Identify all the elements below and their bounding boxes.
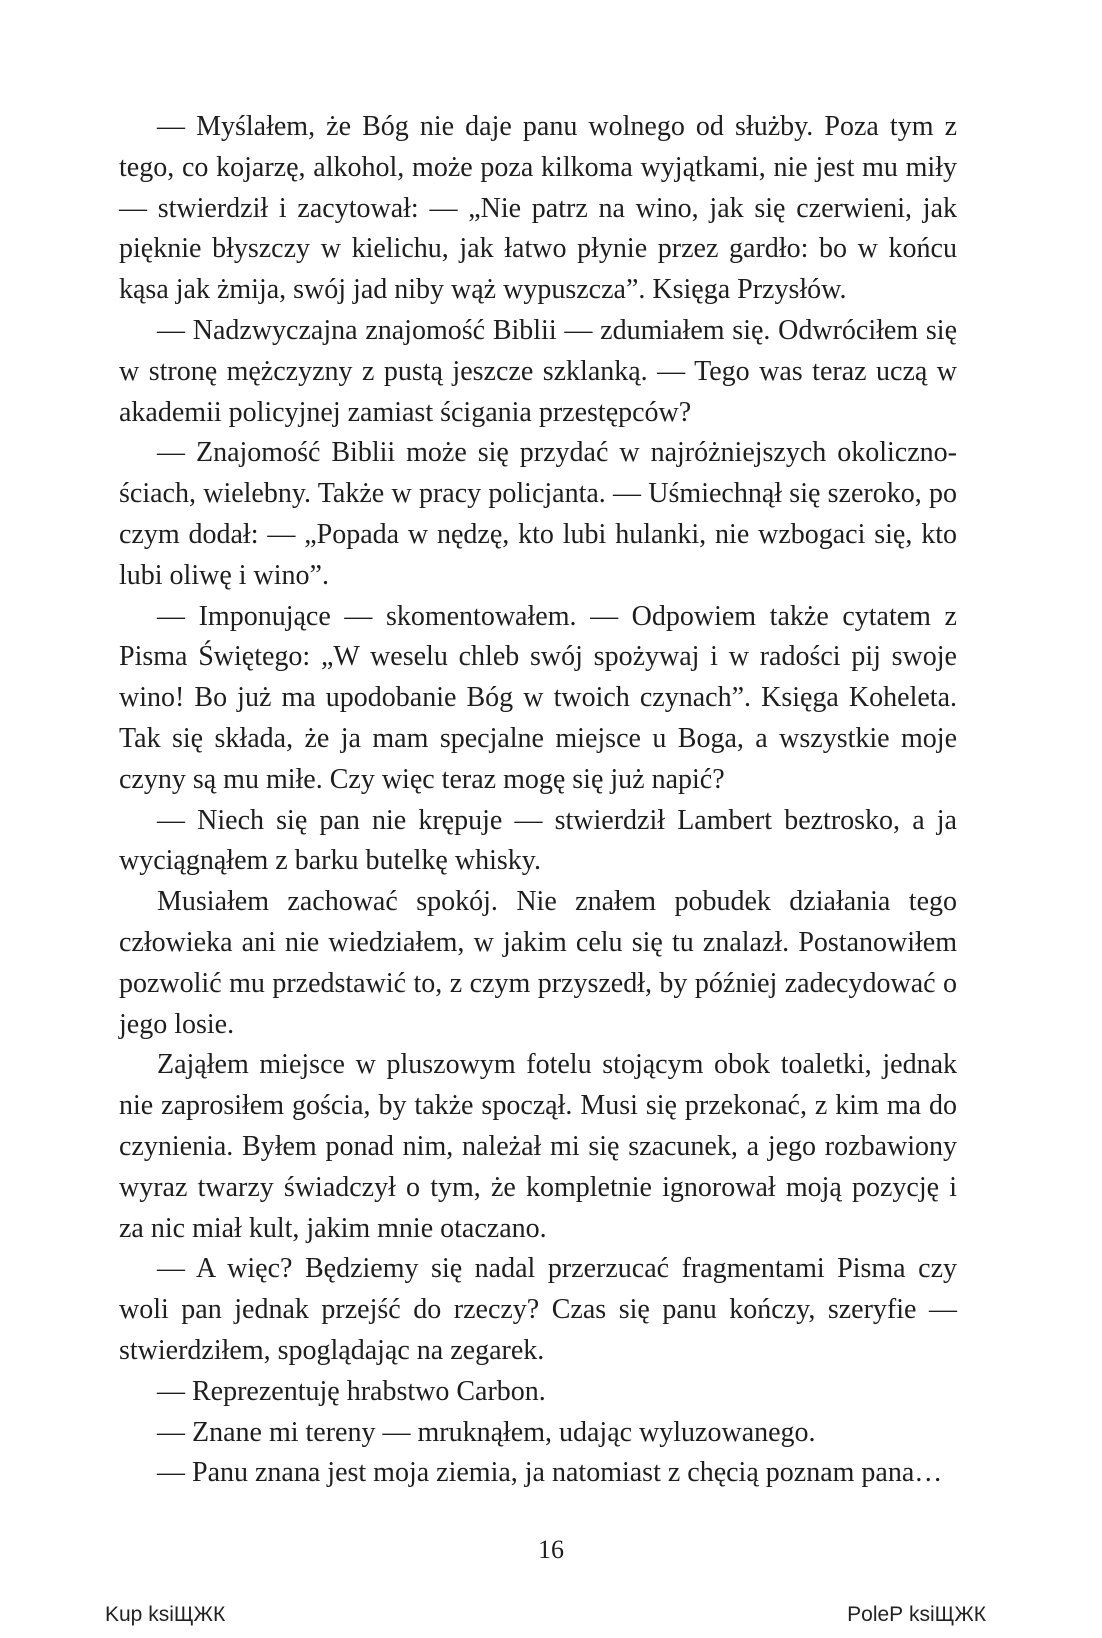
paragraph-3: — Znajomość Biblii może się przydać w najróżniejszych okolicznościach, wielebny. Także w pracy policjanta. — Uśmiechnął się szeroko, po czym dodał: — „Popada w nędzę, kto lubi hulanki, nie wzbogaci się, kto lubi oliwę i wino”. bbox=[119, 437, 957, 591]
paragraph-7: Zająłem miejsce w pluszowym fotelu stojącym obok toaletki, jednak nie zaprosiłem gościa, by także spoczął. Musi się przekonać, z kim ma do czynienia. Byłem ponad nim, należał mi się szacunek, a jego rozbawiony wyraz twarzy świadczył o tym, że kompletnie ignorował moją pozycję i za nic miał kult, jakim mnie otaczano. bbox=[119, 1049, 957, 1244]
footer-buy-link[interactable]: Kup ksiЩЖК bbox=[105, 1603, 226, 1626]
paragraph-5: — Niech się pan nie krępuje — stwierdził Lambert beztrosko, a ja wyciągnąłem z barku butelkę whisky. bbox=[119, 804, 957, 877]
body-text bbox=[119, 107, 957, 1494]
footer-recommend-link[interactable]: PoleР ksiЩЖК bbox=[847, 1603, 986, 1626]
paragraph-8: — A więc? Będziemy się nadal przerzucać fragmentami Pisma czy woli pan jednak przejść do rzeczy? Czas się panu kończy, szeryfie — stwierdziłem, spoglądając na zegarek. bbox=[119, 1253, 957, 1366]
paragraph-11: — Panu znana jest moja ziemia, ja natomiast z chęcią poznam pana… bbox=[157, 1457, 943, 1489]
paragraph-4: — Imponujące — skomentowałem. — Odpowiem także cytatem z Pisma Świętego: „W weselu chleb swój spożywaj i w radości pij swoje wino! Bo już ma upodobanie Bóg w twoich czynach”. Księga Koheleta. Tak się składa, że ja mam specjalne miejsce u Boga, a wszystkie moje czyny są mu miłe. Czy więc teraz mogę się już napić? bbox=[119, 600, 957, 795]
paragraph-10: — Znane mi tereny — mruknąłem, udając wyluzowanego. bbox=[157, 1416, 816, 1448]
page-number: 16 bbox=[538, 1535, 564, 1564]
paragraph-1: — Myślałem, że Bóg nie daje panu wolnego od służby. Poza tym z tego, co kojarzę, alkohol, może poza kilkoma wyjątkami, nie jest mu miły — stwierdził i zacytował: — „Nie patrz na wino, jak się czerwieni, jak pięknie błyszczy w kielichu, jak łatwo płynie przez gardło: bo w końcu kąsa jak żmija, swój jad niby wąż wypuszcza”. Księga Przysłów. bbox=[119, 111, 957, 306]
paragraph-9: — Reprezentuję hrabstwo Carbon. bbox=[157, 1375, 546, 1407]
paragraph-2: — Nadzwyczajna znajomość Biblii — zdumiałem się. Odwróciłem się w stronę mężczyzny z pustą jeszcze szklanką. — Tego was teraz uczą w akademii policyjnej zamiast ścigania przestępców? bbox=[119, 314, 957, 428]
paragraph-6: Musiałem zachować spokój. Nie znałem pobudek działania tego człowieka ani nie wiedziałem, w jakim celu się tu znalazł. Postanowiłem pozwolić mu przedstawić to, z czym przyszedł, by później zadecydować o jego losie. bbox=[119, 886, 957, 1040]
